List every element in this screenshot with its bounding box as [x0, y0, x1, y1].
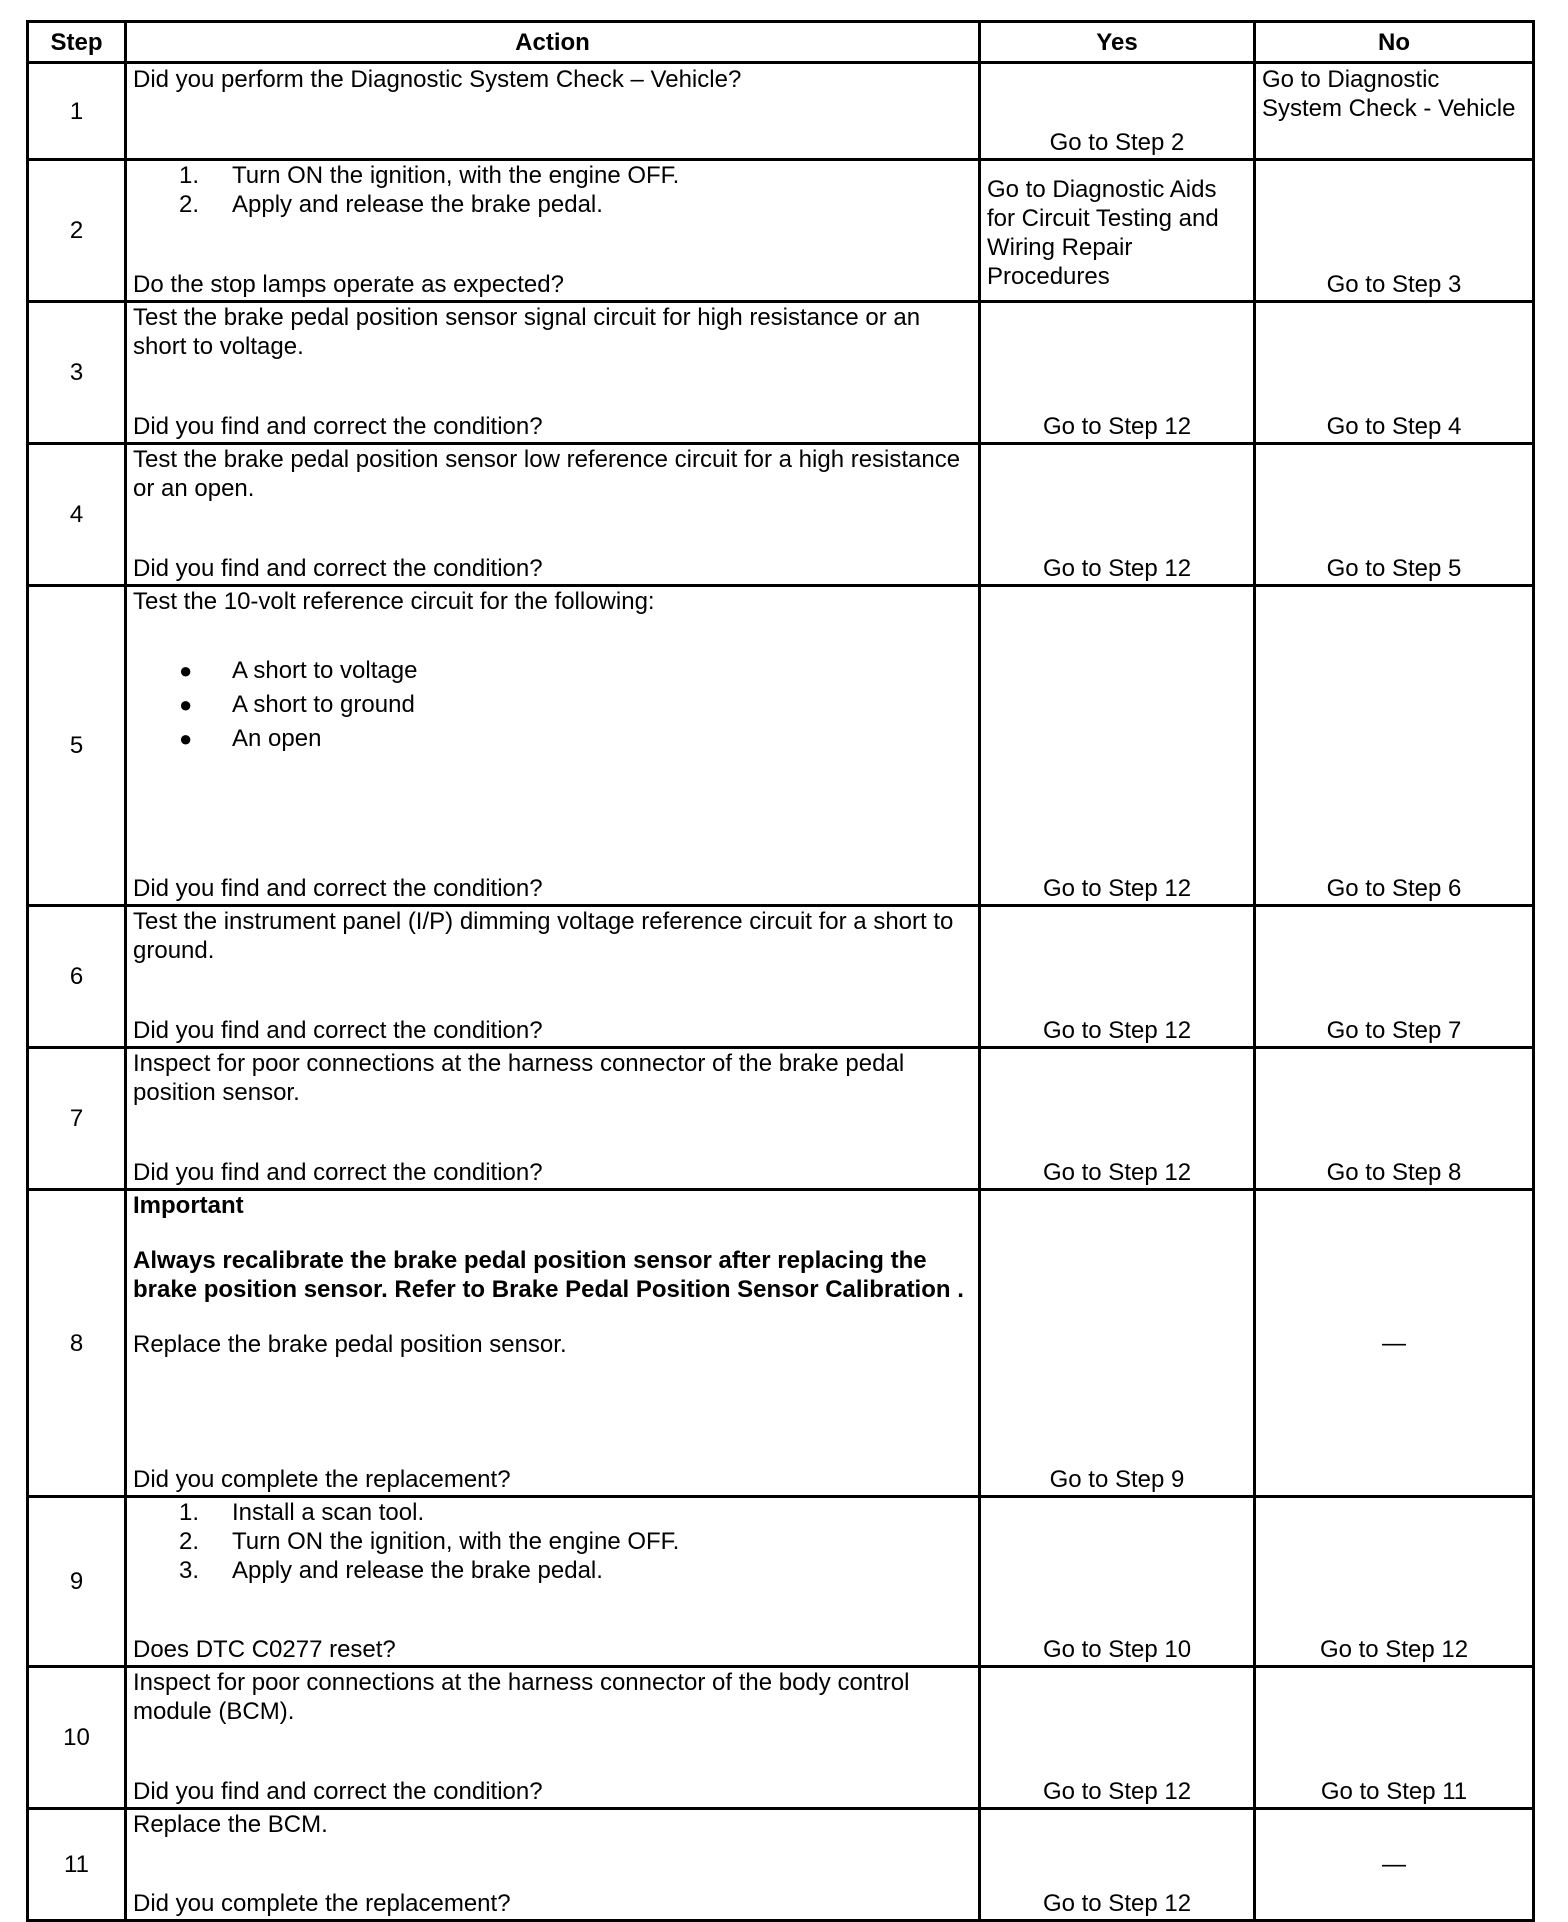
step-number: 2 — [28, 160, 126, 302]
list-item: ● A short to ground — [179, 691, 415, 718]
no-link[interactable]: Go to Step 8 — [1326, 1159, 1462, 1186]
header-row — [28, 22, 1534, 63]
yes-link[interactable]: Go to Step 10 — [1042, 1636, 1192, 1663]
important-label: Important — [133, 1192, 244, 1219]
yes-link[interactable]: Go to Step 2 — [1049, 129, 1185, 156]
yes-cell — [980, 63, 1255, 160]
header-action: Action — [126, 22, 980, 63]
yes-link[interactable]: Go to Diagnostic Aids for Circuit Testing and Wiring Repair Procedures — [987, 176, 1219, 290]
yes-link[interactable]: Go to Step 12 — [1042, 1890, 1192, 1917]
action-text: Test the 10-volt reference circuit for the following: — [133, 588, 655, 615]
table-row — [28, 1667, 1534, 1809]
no-cell — [1255, 1048, 1534, 1190]
action-text: Test the brake pedal position sensor signal circuit for high resistance or an short to voltage. — [133, 304, 921, 360]
list-item: 2. Turn ON the ignition, with the engine OFF. — [179, 1528, 680, 1555]
action-cell — [126, 444, 980, 586]
table-row — [28, 1497, 1534, 1667]
yes-cell — [980, 1667, 1255, 1809]
step-number: 3 — [28, 302, 126, 444]
action-question: Do the stop lamps operate as expected? — [133, 271, 564, 298]
action-question: Did you complete the replacement? — [133, 1466, 511, 1493]
table-row — [28, 586, 1534, 906]
step-number: 8 — [28, 1190, 126, 1497]
table-row — [28, 63, 1534, 160]
table-row — [28, 302, 1534, 444]
no-cell — [1255, 63, 1534, 160]
action-text: Inspect for poor connections at the harness connector of the brake pedal position sensor. — [133, 1050, 905, 1106]
action-cell — [126, 1667, 980, 1809]
no-cell — [1255, 1497, 1534, 1667]
table-row — [28, 160, 1534, 302]
no-cell — [1255, 302, 1534, 444]
yes-cell — [980, 1497, 1255, 1667]
no-cell — [1255, 444, 1534, 586]
step-number: 7 — [28, 1048, 126, 1190]
action-question: Did you find and correct the condition? — [133, 555, 543, 582]
numbered-list — [133, 161, 972, 219]
yes-cell — [980, 160, 1255, 302]
action-cell — [126, 302, 980, 444]
no-dash: — — [1382, 1851, 1406, 1878]
no-cell — [1255, 1190, 1534, 1497]
no-cell — [1255, 906, 1534, 1048]
header-no: No — [1255, 22, 1534, 63]
bullet-list — [133, 654, 972, 756]
no-link[interactable]: Go to Step 12 — [1319, 1636, 1469, 1663]
list-item: ● A short to voltage — [179, 657, 418, 684]
no-link[interactable]: Go to Step 11 — [1320, 1778, 1468, 1805]
no-link[interactable]: Go to Step 4 — [1326, 413, 1462, 440]
yes-link[interactable]: Go to Step 12 — [1042, 555, 1192, 582]
action-question: Did you find and correct the condition? — [133, 413, 543, 440]
yes-cell — [980, 1190, 1255, 1497]
action-question: Did you perform the Diagnostic System Check – Vehicle? — [133, 66, 742, 93]
step-number: 10 — [28, 1667, 126, 1809]
action-cell — [126, 586, 980, 906]
yes-link[interactable]: Go to Step 12 — [1042, 413, 1192, 440]
no-dash: — — [1382, 1329, 1406, 1357]
list-item: 1. Turn ON the ignition, with the engine OFF. — [179, 162, 680, 189]
action-text: Replace the BCM. — [133, 1811, 328, 1838]
action-cell — [126, 1048, 980, 1190]
action-cell — [126, 63, 980, 160]
list-item: 2. Apply and release the brake pedal. — [179, 191, 603, 218]
action-cell — [126, 1190, 980, 1497]
yes-link[interactable]: Go to Step 12 — [1042, 875, 1192, 902]
list-item: ● An open — [179, 725, 322, 752]
step-number: 5 — [28, 586, 126, 906]
yes-link[interactable]: Go to Step 12 — [1042, 1159, 1192, 1186]
yes-cell — [980, 906, 1255, 1048]
action-cell — [126, 160, 980, 302]
action-text: Test the instrument panel (I/P) dimming voltage reference circuit for a short to ground. — [133, 908, 954, 964]
yes-cell — [980, 1809, 1255, 1921]
yes-link[interactable]: Go to Step 12 — [1042, 1017, 1192, 1044]
table-row — [28, 906, 1534, 1048]
important-note: Always recalibrate the brake pedal position sensor after replacing the brake position sensor. Refer to Brake Pedal Position Sensor Calibration . — [133, 1247, 964, 1303]
table-row — [28, 444, 1534, 586]
table-row — [28, 1809, 1534, 1921]
no-link[interactable]: Go to Diagnostic System Check - Vehicle — [1262, 66, 1516, 122]
list-item: 3. Apply and release the brake pedal. — [179, 1557, 603, 1584]
step-number: 6 — [28, 906, 126, 1048]
action-text: Replace the brake pedal position sensor. — [133, 1331, 567, 1358]
yes-link[interactable]: Go to Step 9 — [1049, 1466, 1185, 1493]
yes-link[interactable]: Go to Step 12 — [1042, 1778, 1192, 1805]
step-number: 1 — [28, 63, 126, 160]
table-row — [28, 1190, 1534, 1497]
yes-cell — [980, 586, 1255, 906]
action-question: Did you find and correct the condition? — [133, 1159, 543, 1186]
action-question: Did you find and correct the condition? — [133, 1017, 543, 1044]
no-link[interactable]: Go to Step 5 — [1326, 555, 1462, 582]
header-yes: Yes — [980, 22, 1255, 63]
no-cell — [1255, 160, 1534, 302]
no-cell — [1255, 1667, 1534, 1809]
header-step: Step — [28, 22, 126, 63]
table-row — [28, 1048, 1534, 1190]
action-cell — [126, 906, 980, 1048]
step-number: 4 — [28, 444, 126, 586]
numbered-list — [133, 1498, 972, 1585]
no-link[interactable]: Go to Step 6 — [1326, 875, 1462, 902]
yes-cell — [980, 302, 1255, 444]
action-text: Inspect for poor connections at the harness connector of the body control module (BCM). — [133, 1669, 910, 1725]
action-question: Does DTC C0277 reset? — [133, 1636, 396, 1663]
action-question: Did you complete the replacement? — [133, 1890, 511, 1917]
no-cell — [1255, 586, 1534, 906]
action-cell — [126, 1809, 980, 1921]
list-item: 1. Install a scan tool. — [179, 1499, 425, 1526]
no-link[interactable]: Go to Step 7 — [1326, 1017, 1462, 1044]
no-link[interactable]: Go to Step 3 — [1326, 271, 1462, 298]
action-question: Did you find and correct the condition? — [133, 1778, 543, 1805]
no-cell — [1255, 1809, 1534, 1921]
step-number: 11 — [28, 1809, 126, 1921]
action-question: Did you find and correct the condition? — [133, 875, 543, 902]
action-text: Test the brake pedal position sensor low reference circuit for a high resistance or an open. — [133, 446, 961, 502]
action-cell — [126, 1497, 980, 1667]
diagnostic-table — [26, 20, 1535, 1922]
yes-cell — [980, 1048, 1255, 1190]
step-number: 9 — [28, 1497, 126, 1667]
yes-cell — [980, 444, 1255, 586]
